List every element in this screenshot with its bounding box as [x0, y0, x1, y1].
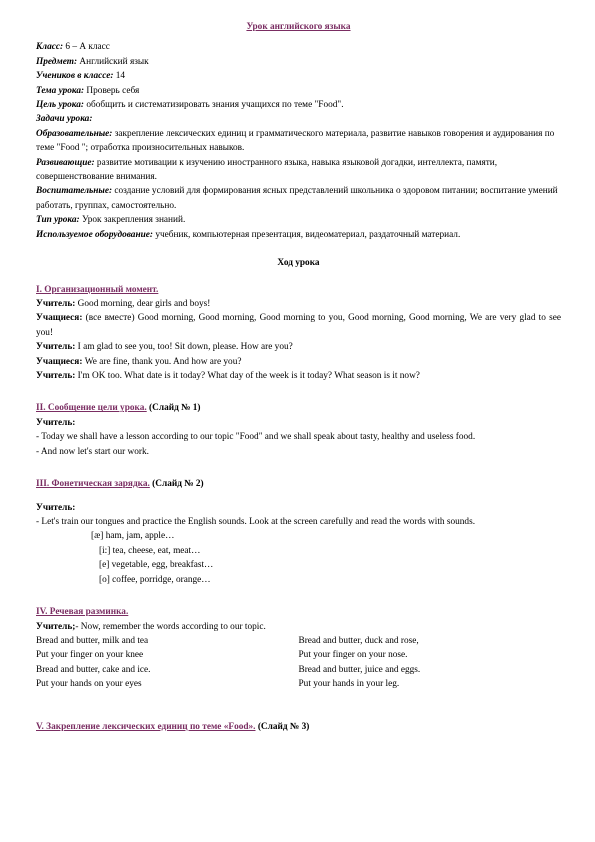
meta-class: Класс: 6 – А класс — [36, 42, 110, 53]
speech-line: - Let's train our tongues and practice the English sounds. Look at the screen carefully and read the words with sounds. — [36, 517, 476, 528]
meta-upbringing: Воспитательные: создание условий для формирования ясных представлений школьника о здоровом питании; воспитание умений работать, группах, самостоятельно. — [36, 186, 558, 211]
dialog-line: Учитель: Good morning, dear girls and boys! — [36, 298, 211, 309]
speaker-label: Учитель: — [36, 417, 76, 428]
section-goal — [36, 401, 561, 459]
poem-line: Put your hands on your eyes — [36, 679, 142, 690]
sounds-list — [91, 529, 561, 587]
slide-ref: (Слайд № 2) — [149, 478, 204, 489]
dialog-line: Учащиеся: We are fine, thank you. And how are you? — [36, 356, 242, 367]
poem-left-column — [36, 634, 299, 692]
speech-line: Учитель;- Now, remember the words according to our topic. — [36, 621, 266, 632]
section-title-row: II. Сообщение цели урока. (Слайд № 1) — [36, 403, 201, 414]
meta-developing: Развивающие: развитие мотивации к изучению иностранного языка, навыка языковой догадки, интеллекта, памяти, совершенствование внимания. — [36, 157, 498, 183]
meta-students: Учеников в классе: 14 — [36, 71, 126, 82]
section-title: I. Организационный момент. — [36, 284, 159, 295]
meta-equipment: Используемое оборудование: учебник, компьютерная презентация, видеоматериал, раздаточный материал. — [36, 229, 461, 240]
sound-item: [o] coffee, porridge, orange… — [99, 574, 211, 585]
meta-goal: Цель урока: обобщить и систематизировать знания учащихся по теме "Food". — [36, 100, 344, 111]
dialog-line: Учитель: I'm OK too. What date is it today? What day of the week is it today? What season is it now? — [36, 370, 420, 381]
sound-item: [æ] ham, jam, apple… — [91, 531, 175, 542]
section-title-row: V. Закрепление лексических единиц по теме «Food». (Слайд № 3) — [36, 721, 310, 732]
section-vocabulary — [36, 720, 561, 734]
section-warmup — [36, 605, 561, 691]
poem-line: Put your hands in your leg. — [298, 679, 400, 690]
meta-tasks: Задачи урока: — [36, 114, 93, 125]
section-title: IV. Речевая разминка. — [36, 607, 129, 618]
page-title: Урок английского языка — [246, 22, 351, 32]
speech-line: - And now let's start our work. — [36, 446, 149, 457]
poem-line: Put your finger on your nose. — [298, 650, 408, 661]
lesson-meta — [36, 40, 561, 242]
dialog-line: Учитель: I am glad to see you, too! Sit down, please. How are you? — [36, 342, 293, 353]
section-organizational — [36, 283, 561, 384]
slide-ref: (Слайд № 1) — [146, 403, 201, 414]
section-phonetic — [36, 477, 561, 587]
speaker-label: Учитель: — [36, 502, 76, 513]
sound-item: [e] vegetable, egg, breakfast… — [99, 560, 214, 571]
poem-line: Bread and butter, cake and ice. — [36, 664, 151, 675]
poem-line: Bread and butter, juice and eggs. — [298, 664, 421, 675]
speech-line: - Today we shall have a lesson according to our topic "Food" and we shall speak about tasty, healthy and useless food. — [36, 432, 476, 443]
slide-ref: (Слайд № 3) — [255, 721, 310, 732]
poem-right-column — [299, 634, 562, 692]
poem — [36, 634, 561, 692]
meta-educational: Образовательные: закрепление лексических единиц и грамматического материала, развитие навыков говорения и аудирования по теме "Food "; отработка произносительных навыков. — [36, 128, 555, 154]
meta-subject: Предмет: Английский язык — [36, 56, 149, 67]
section-title-row: III. Фонетическая зарядка. (Слайд № 2) — [36, 478, 204, 489]
poem-line: Bread and butter, duck and rose, — [298, 635, 419, 646]
poem-line: Bread and butter, milk and tea — [36, 635, 149, 646]
sound-item: [i:] tea, cheese, eat, meat… — [99, 545, 201, 556]
meta-topic: Тема урока: Проверь себя — [36, 85, 140, 96]
poem-line: Put your finger on your knee — [36, 650, 144, 661]
course-heading: Ход урока — [277, 258, 320, 269]
dialog-line: Учащиеся: (все вместе) Good morning, Good morning, Good morning to you, Good morning, Good morning, We are very glad to see you! — [36, 313, 561, 338]
meta-type: Тип урока: Урок закрепления знаний. — [36, 215, 186, 226]
